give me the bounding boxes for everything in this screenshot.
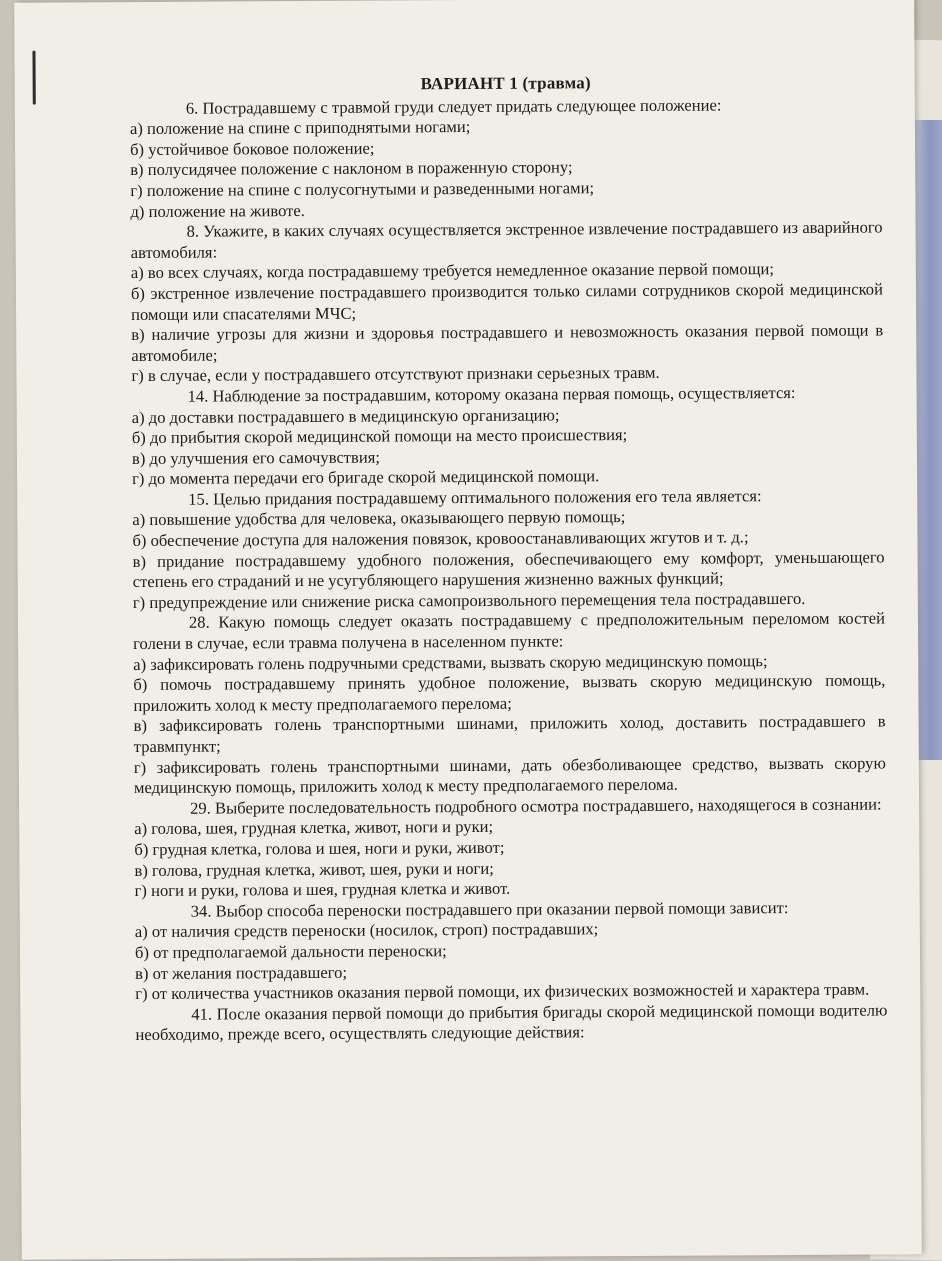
question-6-option-e: д) положение на животе.: [130, 200, 305, 221]
question-28-option-c: в) зафиксировать голень транспортными шинами, приложить холод, доставить пострадавшего в травмпункт;: [133, 711, 886, 757]
question-14-option-c: в) до улучшения его самочувствия;: [131, 447, 381, 468]
question-41: 41. После оказания первой помощи до прибытия бригады скорой медицинской помощи водителю необходимо, прежде всего, осуществлять следующие действия:: [135, 1000, 888, 1045]
question-29-option-c: в) голова, грудная клетка, живот, шея, руки и ноги;: [134, 858, 494, 880]
question-34-option-b: б) от предполагаемой дальности переноски;: [134, 941, 447, 962]
question-8: 8. Укажите, в каких случаях осуществляется экстренное извлечение пострадавшего из аварийного автомобиля:: [130, 217, 883, 262]
question-8-option-a: а) во всех случаях, когда пострадавшему требуется немедленное оказание первой помощи;: [130, 259, 775, 283]
question-8-option-b: б) экстренное извлечение пострадавшего производится только силами сотрудников скорой медицинской помощи или спасателями МЧС;: [130, 279, 883, 324]
margin-pen-mark: [32, 51, 35, 105]
question-6-option-d: г) положение на спине с полусогнутыми и разведенными ногами;: [130, 178, 595, 201]
page-title: ВАРИАНТ 1 (травма): [420, 73, 591, 94]
question-28-option-a: а) зафиксировать голень подручными средствами, вызвать скорую медицинскую помощь;: [133, 650, 768, 674]
question-34-option-a: а) от наличия средств переноски (носилок, строп) пострадавших;: [134, 919, 599, 942]
question-34: 34. Выбор способа переноски пострадавшего при оказании первой помощи зависит:: [190, 897, 789, 921]
question-34-option-c: в) от желания пострадавшего;: [135, 962, 348, 983]
question-14-option-d: г) до момента передачи его бригаде скорой медицинской помощи.: [132, 466, 600, 489]
question-34-option-d: г) от количества участников оказания первой помощи, их физических возможностей и характера травм.: [135, 979, 870, 1004]
question-28: 28. Какую помощь следует оказать пострадавшему с предположительным переломом костей голени в случае, если травма получена в населенном пункте:: [133, 608, 886, 654]
question-14-option-a: а) до доставки пострадавшего в медицинскую организацию;: [131, 404, 560, 427]
page-content: [130, 71, 888, 1045]
question-6-option-b: б) устойчивое боковое положение;: [130, 138, 375, 159]
question-28-option-b: б) помочь пострадавшему принять удобное положение, вызвать скорую медицинскую помощь, приложить холод к месту предполагаемого перелома;: [133, 670, 886, 715]
question-15-option-c: в) придание пострадавшему удобного положения, обеспечивающего ему комфорт, уменьшающего степень его страданий и не усугубляющего нарушения жизненно важных функций;: [132, 547, 885, 592]
question-29: 29. Выберите последовательность подробного осмотра пострадавшего, находящегося в сознании:: [190, 794, 882, 818]
question-6: 6. Пострадавшему с травмой груди следует придать следующее положение:: [185, 95, 722, 118]
question-29-option-b: б) грудная клетка, голова и шея, ноги и руки, живот;: [134, 837, 505, 860]
question-14-option-b: б) до прибытия скорой медицинской помощи на место происшествия;: [131, 425, 628, 448]
question-28-option-d: г) зафиксировать голень транспортными шинами, дать обезболивающее средство, вызвать скорую медицинскую помощь, приложить холод к месту предполагаемого перелома.: [133, 753, 886, 798]
question-14: 14. Наблюдение за пострадавшим, которому оказана первая помощь, осуществляется:: [187, 382, 796, 406]
question-6-option-c: в) полусидячее положение с наклоном в пораженную сторону;: [130, 157, 573, 180]
question-29-option-d: г) ноги и руки, голова и шея, грудная клетка и живот.: [134, 878, 511, 901]
question-8-option-c: в) наличие угрозы для жизни и здоровья пострадавшего и невозможность оказания первой помощи в автомобиле;: [131, 320, 884, 365]
question-29-option-a: а) голова, шея, грудная клетка, живот, ноги и руки;: [134, 817, 494, 839]
question-8-option-d: г) в случае, если у пострадавшего отсутствуют признаки серьезных травм.: [131, 363, 660, 386]
question-15-option-a: а) повышение удобства для человека, оказывающего первую помощь;: [132, 507, 626, 530]
question-15-option-b: б) обеспечение доступа для наложения повязок, кровоостанавливающих жгутов и т. д.;: [132, 527, 749, 551]
document-page: [14, 0, 922, 1260]
question-15: 15. Целью придания пострадавшему оптимального положения его тела является:: [188, 486, 762, 509]
question-6-option-a: а) положение на спине с приподнятыми ногами;: [129, 117, 471, 139]
question-15-option-d: г) предупреждение или снижение риска самопроизвольного перемещения тела пострадавшего.: [132, 588, 806, 612]
